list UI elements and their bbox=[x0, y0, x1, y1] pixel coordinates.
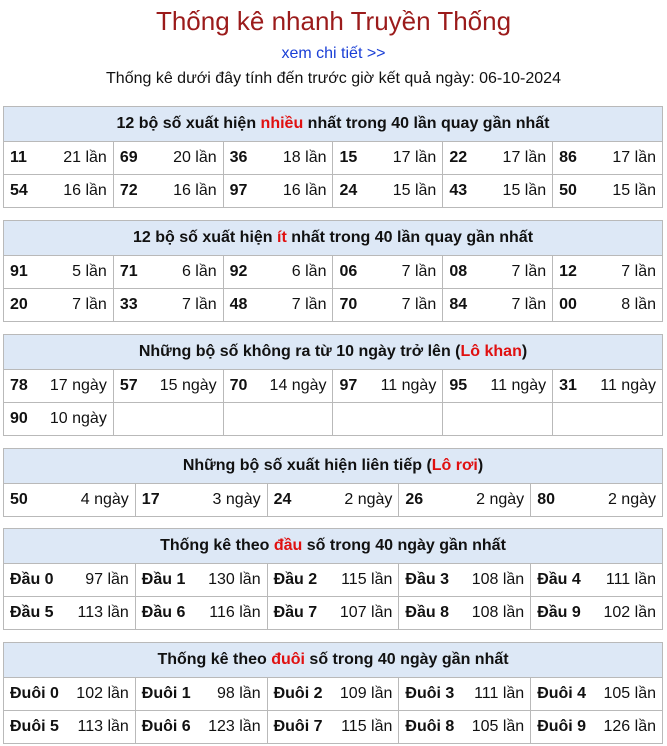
stat-number: 22 bbox=[449, 149, 468, 166]
stat-count: 105 lần bbox=[603, 685, 656, 702]
section-title-after: số trong 40 ngày gần nhất bbox=[304, 651, 509, 668]
stat-cell bbox=[267, 711, 399, 744]
stat-number: 08 bbox=[449, 263, 468, 280]
stat-number: 50 bbox=[559, 182, 577, 199]
stat-count: 2 ngày bbox=[607, 491, 656, 508]
stat-cell bbox=[4, 564, 136, 597]
stat-count: 14 ngày bbox=[269, 377, 327, 394]
stat-cell bbox=[553, 256, 663, 289]
stat-number: Đầu 1 bbox=[141, 571, 186, 588]
stat-cell bbox=[553, 370, 663, 403]
section-title-after: nhất trong 40 lần quay gần nhất bbox=[286, 229, 534, 246]
section-header bbox=[4, 449, 663, 484]
stat-number: 26 bbox=[405, 491, 424, 508]
stat-cell bbox=[4, 370, 114, 403]
stat-count: 108 lần bbox=[471, 604, 525, 621]
stat-count: 126 lần bbox=[603, 718, 656, 735]
stat-count: 7 lần bbox=[291, 296, 327, 313]
stat-number: Đuôi 7 bbox=[273, 718, 323, 735]
table-row bbox=[4, 256, 663, 289]
stat-number: 57 bbox=[119, 377, 138, 394]
stat-number: 06 bbox=[339, 263, 358, 280]
stat-number: 36 bbox=[229, 149, 248, 166]
stat-cell bbox=[223, 175, 333, 208]
stat-count: 16 lần bbox=[63, 182, 107, 199]
stat-cell bbox=[113, 142, 223, 175]
stat-count: 11 ngày bbox=[380, 377, 437, 394]
stat-number: 92 bbox=[229, 263, 248, 280]
stat-count: 7 lần bbox=[181, 296, 217, 313]
stat-count: 113 lần bbox=[77, 604, 129, 621]
section-title-highlight: ít bbox=[277, 229, 287, 246]
stat-number: 95 bbox=[449, 377, 468, 394]
stat-number: 33 bbox=[119, 296, 138, 313]
section-title-before: 12 bộ số xuất hiện bbox=[116, 115, 261, 132]
stat-cell bbox=[267, 678, 399, 711]
stat-number: 11 bbox=[10, 149, 27, 166]
stat-cell bbox=[223, 256, 333, 289]
stat-cell bbox=[399, 484, 531, 517]
duoi-table bbox=[3, 642, 663, 744]
stat-cell bbox=[333, 403, 443, 436]
table-row bbox=[4, 175, 663, 208]
stat-cell bbox=[4, 289, 114, 322]
section-title-highlight: Lô khan bbox=[460, 343, 522, 360]
stat-number: 70 bbox=[229, 377, 248, 394]
table-row bbox=[4, 142, 663, 175]
stat-number: 91 bbox=[10, 263, 28, 280]
stat-number: Đuôi 1 bbox=[141, 685, 191, 702]
stat-cell bbox=[113, 289, 223, 322]
stat-count: 7 lần bbox=[72, 296, 107, 313]
stat-count: 111 lần bbox=[474, 685, 525, 702]
stat-cell bbox=[399, 564, 531, 597]
table-row bbox=[4, 564, 663, 597]
most-frequent-table bbox=[3, 106, 663, 208]
stat-cell bbox=[113, 175, 223, 208]
stat-cell bbox=[223, 289, 333, 322]
stat-cell bbox=[443, 370, 553, 403]
stat-number: 24 bbox=[273, 491, 292, 508]
stat-count: 2 ngày bbox=[344, 491, 393, 508]
stat-cell bbox=[135, 564, 267, 597]
section-header bbox=[4, 221, 663, 256]
stat-count: 111 lần bbox=[605, 571, 656, 588]
stat-number: Đầu 6 bbox=[141, 604, 186, 621]
section-header bbox=[4, 335, 663, 370]
stat-cell bbox=[443, 142, 553, 175]
least-frequent-table bbox=[3, 220, 663, 322]
stat-count: 130 lần bbox=[208, 571, 261, 588]
stat-number: 12 bbox=[559, 263, 577, 280]
stat-number: 31 bbox=[559, 377, 577, 394]
stat-count: 20 lần bbox=[173, 149, 217, 166]
stat-count: 102 lần bbox=[76, 685, 129, 702]
stat-count: 123 lần bbox=[208, 718, 261, 735]
stat-count: 97 lần bbox=[85, 571, 129, 588]
stat-cell bbox=[443, 289, 553, 322]
stat-count: 7 lần bbox=[511, 263, 547, 280]
stat-number: 20 bbox=[10, 296, 28, 313]
section-title-after: ) bbox=[521, 343, 528, 360]
stat-number: 90 bbox=[10, 410, 28, 427]
stat-count: 16 lần bbox=[173, 182, 217, 199]
stat-count: 108 lần bbox=[471, 571, 525, 588]
stat-count: 2 ngày bbox=[476, 491, 525, 508]
stat-count: 15 ngày bbox=[159, 377, 217, 394]
stat-count: 8 lần bbox=[621, 296, 656, 313]
stat-count: 11 ngày bbox=[490, 377, 547, 394]
stat-number: Đuôi 9 bbox=[537, 718, 587, 735]
dau-table bbox=[3, 528, 663, 630]
stat-count: 115 lần bbox=[341, 571, 393, 588]
stat-cell bbox=[531, 597, 663, 630]
stat-count: 15 lần bbox=[392, 182, 437, 199]
stat-number: 78 bbox=[10, 377, 28, 394]
stat-number: 43 bbox=[449, 182, 468, 199]
table-row bbox=[4, 678, 663, 711]
page-subtitle: Thống kê dưới đây tính đến trước giờ kết quả ngày: 06-10-2024 bbox=[106, 70, 561, 87]
stat-cell bbox=[399, 597, 531, 630]
stat-cell bbox=[223, 403, 333, 436]
stat-count: 113 lần bbox=[77, 718, 129, 735]
stat-cell bbox=[223, 142, 333, 175]
stat-number: Đầu 9 bbox=[537, 604, 581, 621]
section-title-after: số trong 40 ngày gần nhất bbox=[302, 537, 506, 554]
stat-cell bbox=[553, 175, 663, 208]
stat-count: 102 lần bbox=[603, 604, 656, 621]
stat-cell bbox=[267, 564, 399, 597]
stat-count: 7 lần bbox=[511, 296, 547, 313]
stat-count: 7 lần bbox=[621, 263, 656, 280]
stat-number: Đuôi 4 bbox=[537, 685, 587, 702]
section-title-before: Những bộ số xuất hiện liên tiếp ( bbox=[182, 457, 432, 474]
stat-count: 5 lần bbox=[72, 263, 107, 280]
stat-count: 17 ngày bbox=[49, 377, 107, 394]
stat-count: 6 lần bbox=[181, 263, 217, 280]
stat-cell bbox=[4, 597, 136, 630]
stat-number: Đầu 8 bbox=[405, 604, 449, 621]
stat-number: Đuôi 8 bbox=[405, 718, 455, 735]
stat-number: 70 bbox=[339, 296, 358, 313]
stat-number: 71 bbox=[119, 263, 138, 280]
section-title-highlight: nhiều bbox=[260, 115, 304, 132]
stat-cell bbox=[4, 678, 136, 711]
stat-cell bbox=[135, 711, 267, 744]
stat-number: Đuôi 0 bbox=[10, 685, 59, 702]
stat-number: Đuôi 6 bbox=[141, 718, 191, 735]
stat-cell bbox=[553, 142, 663, 175]
stat-count: 3 ngày bbox=[212, 491, 261, 508]
stat-cell bbox=[443, 175, 553, 208]
stat-cell bbox=[531, 678, 663, 711]
stat-number: Đầu 3 bbox=[405, 571, 449, 588]
stat-number: 54 bbox=[10, 182, 28, 199]
stat-cell bbox=[113, 370, 223, 403]
lo-roi-table bbox=[3, 448, 663, 517]
stat-count: 17 lần bbox=[502, 149, 547, 166]
table-row bbox=[4, 403, 663, 436]
stat-count: 107 lần bbox=[339, 604, 393, 621]
stat-number: 97 bbox=[339, 377, 358, 394]
stat-count: 15 lần bbox=[502, 182, 547, 199]
stat-count: 15 lần bbox=[612, 182, 656, 199]
stat-cell bbox=[443, 403, 553, 436]
section-title-before: Thống kê theo bbox=[160, 537, 274, 554]
stat-number: Đầu 2 bbox=[273, 571, 318, 588]
stat-count: 6 lần bbox=[291, 263, 327, 280]
stat-number: Đuôi 2 bbox=[273, 685, 323, 702]
table-row bbox=[4, 711, 663, 744]
stat-cell bbox=[223, 370, 333, 403]
stat-cell bbox=[135, 678, 267, 711]
stat-cell bbox=[553, 403, 663, 436]
section-title-highlight: đuôi bbox=[271, 651, 305, 668]
stat-cell bbox=[113, 403, 223, 436]
stat-count: 115 lần bbox=[341, 718, 393, 735]
stat-number: 80 bbox=[537, 491, 555, 508]
stat-number: Đầu 5 bbox=[10, 604, 54, 621]
stat-cell bbox=[399, 678, 531, 711]
stat-number: 69 bbox=[119, 149, 138, 166]
stat-cell bbox=[135, 597, 267, 630]
stat-number: Đầu 4 bbox=[537, 571, 581, 588]
stat-cell bbox=[531, 711, 663, 744]
stat-cell bbox=[4, 403, 114, 436]
stat-count: 17 lần bbox=[392, 149, 437, 166]
stat-cell bbox=[113, 256, 223, 289]
stat-cell bbox=[4, 175, 114, 208]
stat-number: 72 bbox=[119, 182, 138, 199]
section-title-highlight: đầu bbox=[273, 537, 303, 554]
stat-count: 17 lần bbox=[612, 149, 656, 166]
stat-count: 11 ngày bbox=[600, 377, 656, 394]
section-title-highlight: Lô rơi bbox=[431, 457, 478, 474]
lo-khan-table bbox=[3, 334, 663, 436]
section-header bbox=[4, 643, 663, 678]
stat-cell bbox=[4, 484, 136, 517]
stat-count: 7 lần bbox=[401, 263, 437, 280]
stat-cell bbox=[267, 597, 399, 630]
stat-count: 18 lần bbox=[282, 149, 327, 166]
stat-count: 16 lần bbox=[282, 182, 327, 199]
section-title-before: Những bộ số không ra từ 10 ngày trở lên ( bbox=[138, 343, 461, 360]
stat-number: Đuôi 3 bbox=[405, 685, 455, 702]
table-row bbox=[4, 597, 663, 630]
stat-number: 50 bbox=[10, 491, 28, 508]
table-row bbox=[4, 289, 663, 322]
stat-cell bbox=[4, 142, 114, 175]
section-header bbox=[4, 107, 663, 142]
section-title-after: ) bbox=[477, 457, 484, 474]
stat-cell bbox=[333, 370, 443, 403]
stat-number: 48 bbox=[229, 296, 248, 313]
section-header bbox=[4, 529, 663, 564]
section-title-after: nhất trong 40 lần quay gần nhất bbox=[303, 115, 550, 132]
stat-count: 105 lần bbox=[471, 718, 525, 735]
stat-number: 84 bbox=[449, 296, 468, 313]
stat-number: 24 bbox=[339, 182, 358, 199]
stat-cell bbox=[333, 289, 443, 322]
table-row bbox=[4, 370, 663, 403]
stat-cell bbox=[531, 484, 663, 517]
stat-count: 10 ngày bbox=[49, 410, 107, 427]
stat-cell bbox=[4, 256, 114, 289]
stat-cell bbox=[4, 711, 136, 744]
stat-count: 21 lần bbox=[63, 149, 107, 166]
stat-number: Đầu 7 bbox=[273, 604, 318, 621]
stat-cell bbox=[333, 175, 443, 208]
stat-cell bbox=[135, 484, 267, 517]
page-title: Thống kê nhanh Truyền Thống bbox=[155, 6, 512, 36]
stat-cell bbox=[531, 564, 663, 597]
stat-count: 98 lần bbox=[217, 685, 261, 702]
stat-cell bbox=[267, 484, 399, 517]
stat-number: 86 bbox=[559, 149, 577, 166]
view-detail-link[interactable]: xem chi tiết >> bbox=[281, 45, 386, 62]
stat-number: 15 bbox=[339, 149, 358, 166]
table-row bbox=[4, 484, 663, 517]
stat-cell bbox=[333, 256, 443, 289]
stat-cell bbox=[553, 289, 663, 322]
stat-number: Đuôi 5 bbox=[10, 718, 59, 735]
stat-number: 97 bbox=[229, 182, 248, 199]
stat-cell bbox=[399, 711, 531, 744]
stat-number: 17 bbox=[141, 491, 160, 508]
stat-count: 116 lần bbox=[209, 604, 261, 621]
stat-count: 109 lần bbox=[339, 685, 393, 702]
stat-number: 00 bbox=[559, 296, 577, 313]
section-title-before: Thống kê theo bbox=[157, 651, 272, 668]
stat-cell bbox=[443, 256, 553, 289]
section-title-before: 12 bộ số xuất hiện bbox=[132, 229, 277, 246]
stat-count: 7 lần bbox=[401, 296, 437, 313]
stat-cell bbox=[333, 142, 443, 175]
stat-count: 4 ngày bbox=[80, 491, 129, 508]
stat-number: Đầu 0 bbox=[10, 571, 54, 588]
